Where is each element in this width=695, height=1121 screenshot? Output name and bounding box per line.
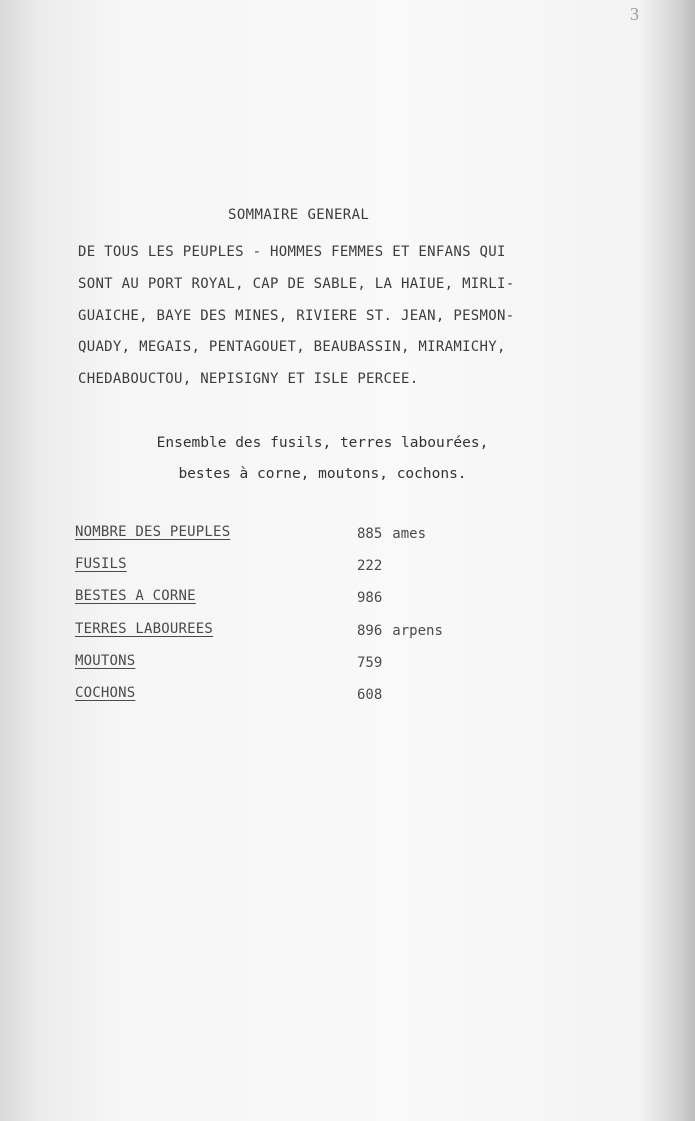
stat-value	[357, 655, 392, 671]
subtitle-line: DE TOUS LES PEUPLES - HOMMES FEMMES ET ENFANS QUI	[78, 244, 506, 260]
stat-row	[75, 685, 495, 717]
stat-number: 608	[357, 686, 383, 703]
stat-value	[357, 687, 392, 703]
stat-row	[75, 556, 495, 588]
ensemble-block	[0, 428, 645, 490]
stats-table	[75, 524, 495, 717]
stat-row	[75, 621, 495, 653]
page-number: 3	[630, 4, 639, 24]
stat-label: FUSILS	[75, 556, 127, 573]
subtitle-line: CHEDABOUCTOU, NEPISIGNY ET ISLE PERCEE.	[78, 371, 419, 388]
stat-number: 896	[357, 622, 383, 639]
ensemble-line: Ensemble des fusils, terres labourées,	[156, 435, 489, 451]
stat-row	[75, 524, 495, 556]
stat-number: 986	[357, 590, 383, 607]
stat-value	[357, 623, 443, 639]
stat-row	[75, 588, 495, 620]
stat-label: COCHONS	[75, 684, 136, 701]
stat-label: BESTES A CORNE	[75, 588, 196, 605]
subtitle-line: QUADY, MEGAIS, PENTAGOUET, BEAUBASSIN, MIRAMICHY,	[78, 339, 506, 356]
stat-label: MOUTONS	[75, 652, 136, 669]
stat-value	[357, 558, 392, 574]
stat-label: TERRES LABOUREES	[75, 620, 214, 637]
stat-label: NOMBRE DES PEUPLES	[75, 524, 231, 540]
subtitle-line: GUAICHE, BAYE DES MINES, RIVIERE ST. JEAN, PESMON-	[78, 307, 515, 324]
stat-value	[357, 590, 392, 606]
stat-number: 885	[357, 526, 383, 542]
stat-row	[75, 653, 495, 685]
subtitle-line: SONT AU PORT ROYAL, CAP DE SABLE, LA HAIUE, MIRLI-	[78, 275, 515, 292]
stat-unit: ames	[392, 526, 427, 542]
stat-unit: arpens	[392, 622, 443, 639]
stat-number: 222	[357, 558, 383, 575]
stat-number: 759	[357, 654, 383, 671]
page-title: SOMMAIRE GENERAL	[228, 207, 370, 223]
ensemble-line: bestes à corne, moutons, cochons.	[178, 466, 467, 482]
subtitle-block	[78, 237, 578, 396]
stat-value	[357, 526, 426, 542]
